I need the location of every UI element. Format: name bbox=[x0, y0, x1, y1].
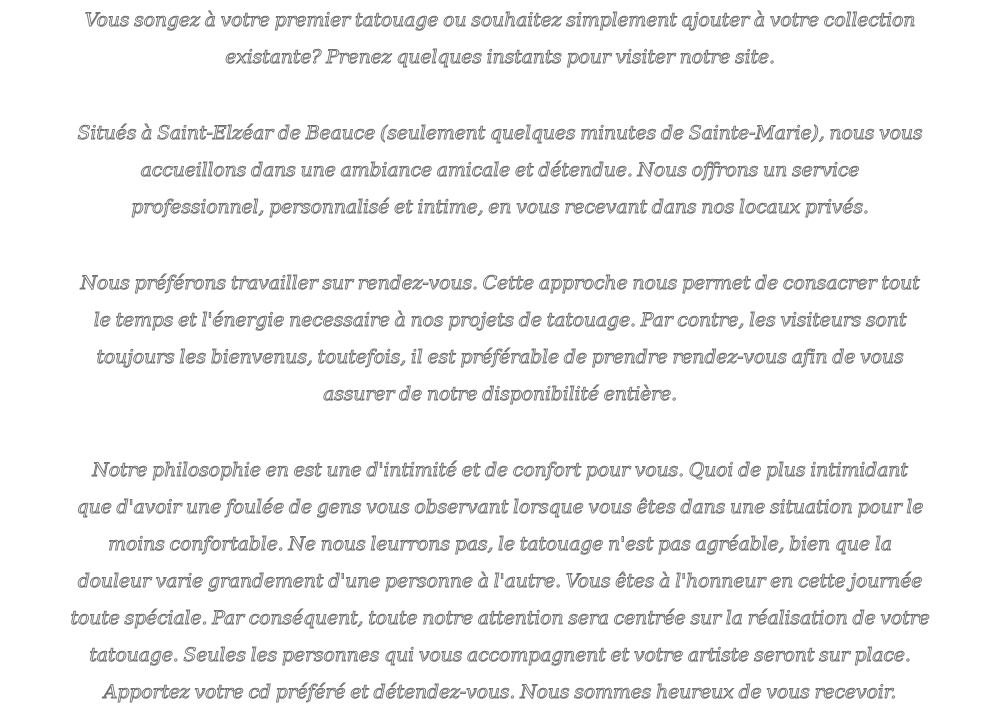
text-line: douleur varie grandement d'une personne à l'autre. Vous êtes à l'honneur en cette journée bbox=[77, 570, 923, 592]
text-line: Nous préférons travailler sur rendez-vous. Cette approche nous permet de consacrer tout bbox=[80, 272, 920, 294]
text-line: toujours les bienvenus, toutefois, il est préférable de prendre rendez-vous afin de vous bbox=[96, 346, 904, 368]
intro-paragraph bbox=[2, 2, 998, 76]
philosophy-paragraph bbox=[2, 452, 998, 711]
text-line: existante? Prenez quelques instants pour visiter notre site. bbox=[225, 46, 775, 68]
text-line: professionnel, personnalisé et intime, en vous recevant dans nos locaux privés. bbox=[131, 196, 869, 218]
text-line: Notre philosophie en est une d'intimité et de confort pour vous. Quoi de plus intimidant bbox=[92, 459, 908, 481]
text-line: le temps et l'énergie necessaire à nos projets de tatouage. Par contre, les visiteurs sont bbox=[93, 309, 907, 331]
text-line: que d'avoir une foulée de gens vous observant lorsque vous êtes dans une situation pour le bbox=[76, 496, 924, 518]
text-line: Apportez votre cd préféré et détendez-vous. Nous sommes heureux de vous recevoir. bbox=[103, 681, 897, 703]
text-line: moins confortable. Ne nous leurrons pas, le tatouage n'est pas agréable, bien que la bbox=[108, 533, 892, 555]
text-line: Vous songez à votre premier tatouage ou souhaitez simplement ajouter à votre collection bbox=[84, 9, 916, 31]
location-paragraph bbox=[2, 115, 998, 226]
text-line: tatouage. Seules les personnes qui vous accompagnent et votre artiste seront sur place. bbox=[89, 644, 911, 666]
text-line: Situés à Saint-Elzéar de Beauce (seulement quelques minutes de Sainte-Marie), nous vous bbox=[77, 122, 923, 144]
text-line: toute spéciale. Par conséquent, toute notre attention sera centrée sur la réalisation de votre bbox=[70, 607, 930, 629]
appointment-paragraph bbox=[2, 265, 998, 413]
text-line: accueillons dans une ambiance amicale et détendue. Nous offrons un service bbox=[140, 159, 860, 181]
text-line: assurer de notre disponibilité entière. bbox=[323, 383, 677, 405]
